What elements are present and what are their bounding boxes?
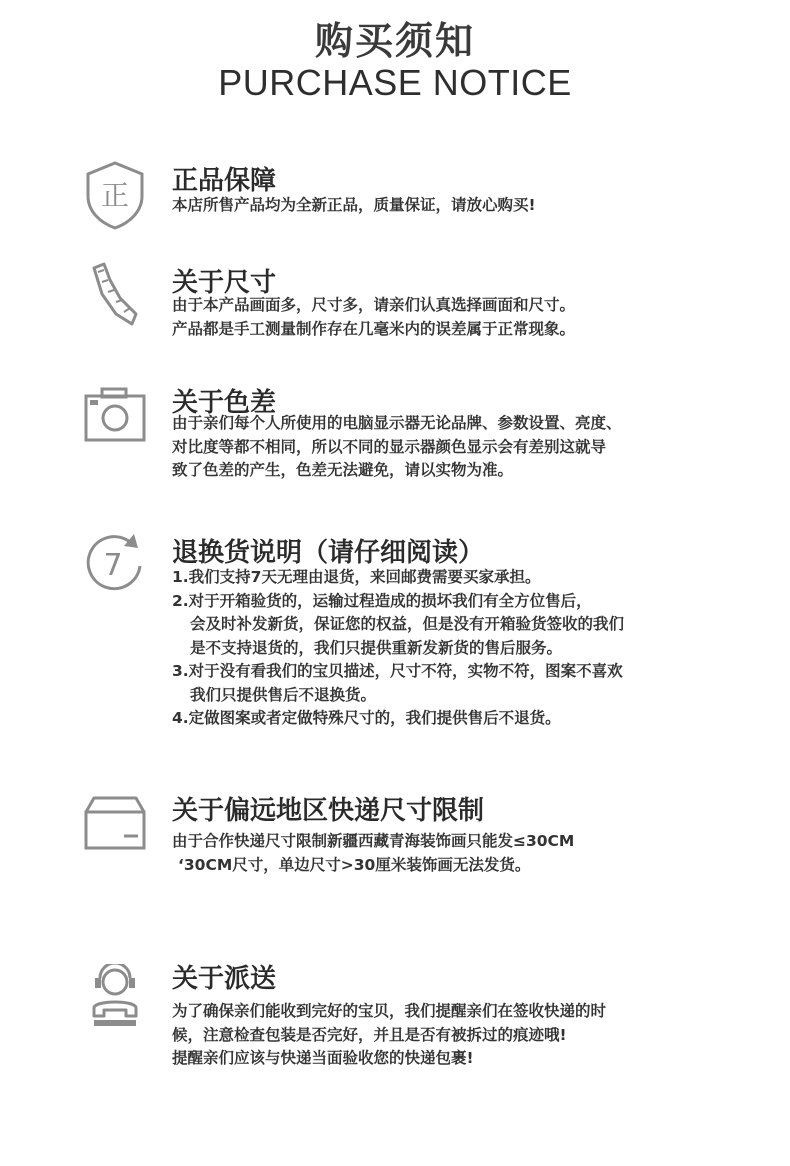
- body-line: 致了色差的产生，色差无法避免，请以实物为准。: [172, 461, 514, 479]
- section-body: [172, 566, 624, 731]
- section-body: [172, 830, 574, 877]
- section-title: 关于色差: [172, 388, 277, 418]
- page-title: 购买须知: [314, 19, 475, 63]
- section-title: 关于尺寸: [172, 268, 277, 298]
- body-line: 由于本产品画面多，尺寸多，请亲们认真选择画面和尺寸。: [172, 296, 576, 314]
- section-title: 关于派送: [172, 964, 277, 994]
- section-body: [172, 1000, 606, 1071]
- shipping-box-icon: [80, 788, 150, 858]
- body-line: 我们只提供售后不退换货。: [190, 685, 377, 704]
- body-line: 对比度等都不相同，所以不同的显示器颜色显示会有差别这就导: [172, 437, 607, 456]
- body-line: 4.定做图案或者定做特殊尺寸的，我们提供售后不退货。: [172, 709, 561, 727]
- body-line: 候，注意检查包装是否完好，并且是否有被拆过的痕迹哦!: [172, 1025, 567, 1044]
- svg-text:7: 7: [103, 548, 123, 583]
- body-line: 产品都是手工测量制作存在几毫米内的误差属于正常现象。: [172, 319, 576, 338]
- body-line: 1.我们支持7天无理由退货，来回邮费需要买家承担。: [172, 568, 541, 586]
- body-line: 是不支持退货的，我们只提供重新发新货的售后服务。: [190, 638, 563, 657]
- body-line: 本店所售产品均为全新正品，质量保证，请放心购买!: [172, 196, 536, 214]
- section-body: [172, 294, 575, 341]
- body-line: 由于合作快递尺寸限制新疆西藏青海装饰画只能发≤30CM: [172, 832, 575, 850]
- body-line: 3.对于没有看我们的宝贝描述，尺寸不符，实物不符，图案不喜欢: [172, 662, 623, 680]
- customer-service-icon: [80, 964, 150, 1034]
- section-title: 关于偏远地区快递尺寸限制: [172, 796, 485, 826]
- section-title: 退换货说明（请仔细阅读）: [172, 538, 485, 568]
- body-line: 2.对于开箱验货的，运输过程造成的损坏我们有全方位售后，: [172, 591, 592, 610]
- body-line: ‘30CM尺寸，单边尺寸>30厘米装饰画无法发货。: [178, 855, 531, 874]
- camera-icon: [80, 382, 150, 452]
- body-line: 提醒亲们应该与快递当面验收您的快递包裹!: [172, 1049, 474, 1067]
- tape-measure-icon: [80, 262, 150, 332]
- section-body: [172, 194, 536, 218]
- genuine-shield-icon: [80, 160, 150, 230]
- body-line: 由于亲们每个人所使用的电脑显示器无论品牌、参数设置、亮度、: [172, 414, 622, 432]
- svg-text:正: 正: [100, 179, 130, 212]
- section-title: 正品保障: [172, 166, 277, 196]
- section-body: [172, 412, 622, 483]
- body-line: 会及时补发新货，保证您的权益，但是没有开箱验货签收的我们: [190, 615, 625, 633]
- body-line: 为了确保亲们能收到完好的宝贝，我们提醒亲们在签收快递的时: [172, 1002, 607, 1020]
- seven-day-return-icon: [80, 528, 150, 598]
- page-subtitle: PURCHASE NOTICE: [218, 62, 572, 103]
